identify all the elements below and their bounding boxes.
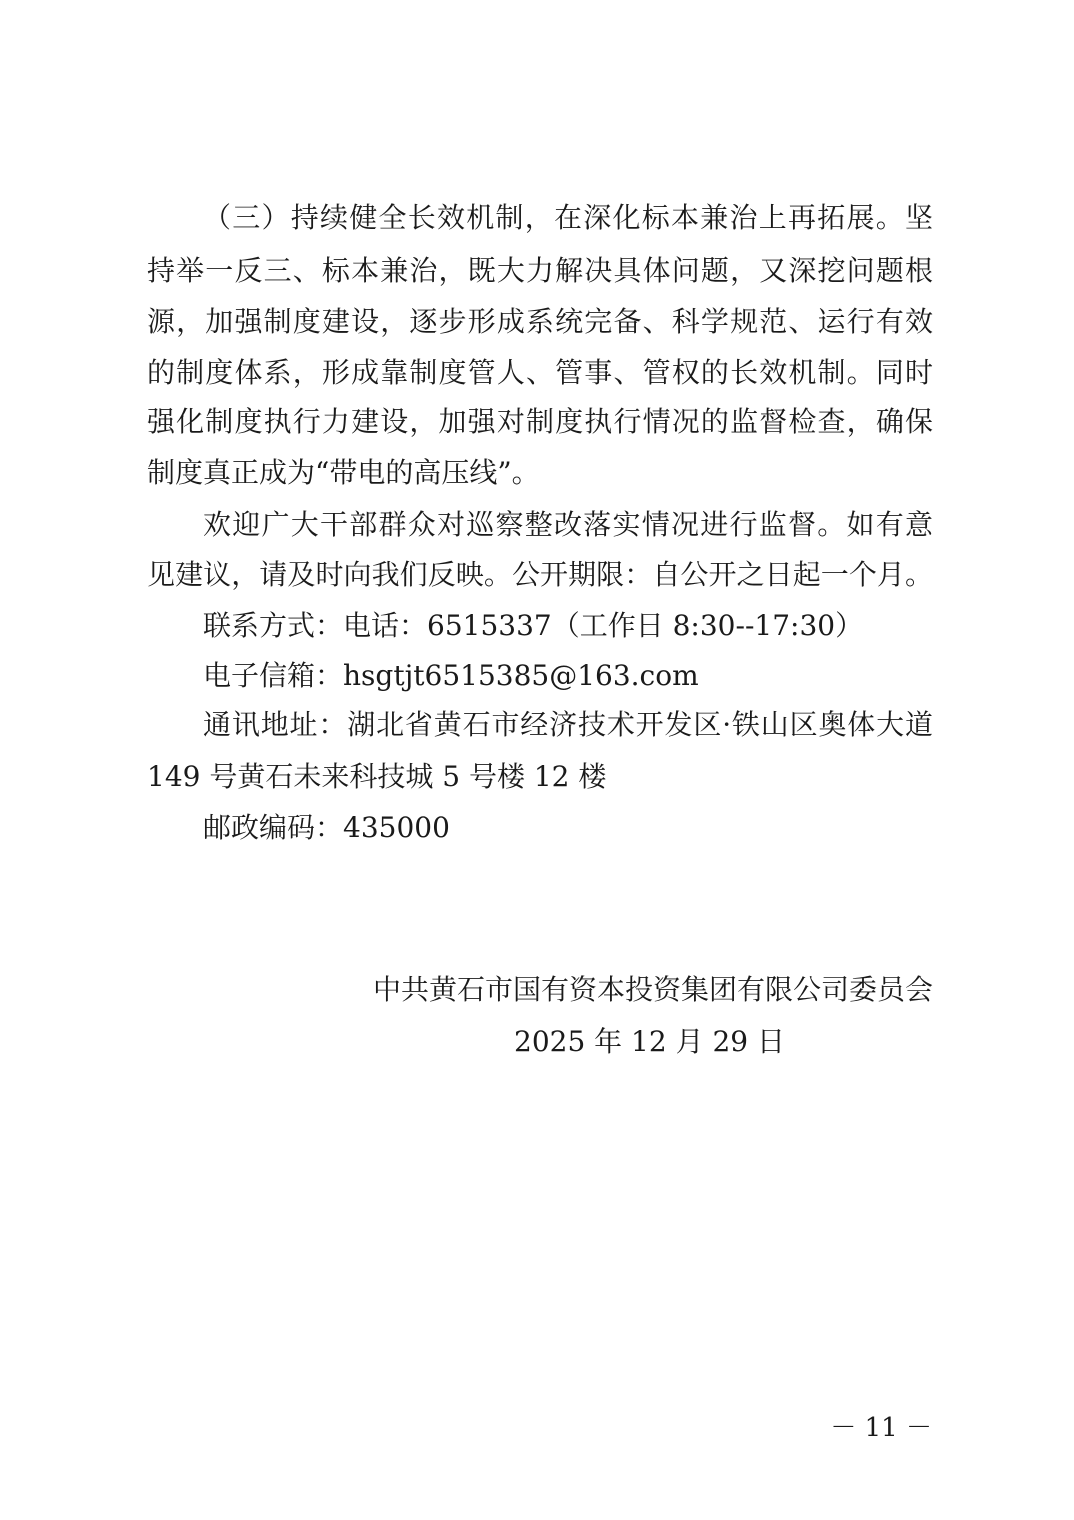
page-number: － 11 － <box>830 1413 932 1443</box>
welcome-line-2: 见建议，请及时向我们反映。公开期限：自公开之日起一个月。 <box>147 558 933 591</box>
contact-phone: 联系方式：电话：6515337（工作日 8:30--17:30） <box>203 609 864 642</box>
signature-organization: 中共黄石市国有资本投资集团有限公司委员会 <box>372 973 933 1006</box>
paragraph-3-line-2: 持举一反三、标本兼治，既大力解决具体问题，又深挖问题根 <box>147 254 933 287</box>
paragraph-3-line-6: 制度真正成为“带电的高压线”。 <box>147 456 540 489</box>
paragraph-3-line-5: 强化制度执行力建设，加强对制度执行情况的监督检查，确保 <box>147 405 933 438</box>
signature-date: 2025 年 12 月 29 日 <box>514 1025 786 1058</box>
contact-email: 电子信箱：hsgtjt6515385@163.com <box>203 659 699 692</box>
contact-address-line-2: 149 号黄石未来科技城 5 号楼 12 楼 <box>147 760 607 793</box>
contact-postcode: 邮政编码：435000 <box>203 811 450 844</box>
paragraph-3-line-4: 的制度体系，形成靠制度管人、管事、管权的长效机制。同时 <box>147 356 933 389</box>
welcome-line-1: 欢迎广大干部群众对巡察整改落实情况进行监督。如有意 <box>203 508 933 541</box>
paragraph-3-line-3: 源，加强制度建设，逐步形成系统完备、科学规范、运行有效 <box>147 305 933 338</box>
contact-address-line-1: 通讯地址：湖北省黄石市经济技术开发区·铁山区奥体大道 <box>203 708 933 741</box>
paragraph-3-line-1: （三）持续健全长效机制，在深化标本兼治上再拓展。坚 <box>203 201 933 234</box>
